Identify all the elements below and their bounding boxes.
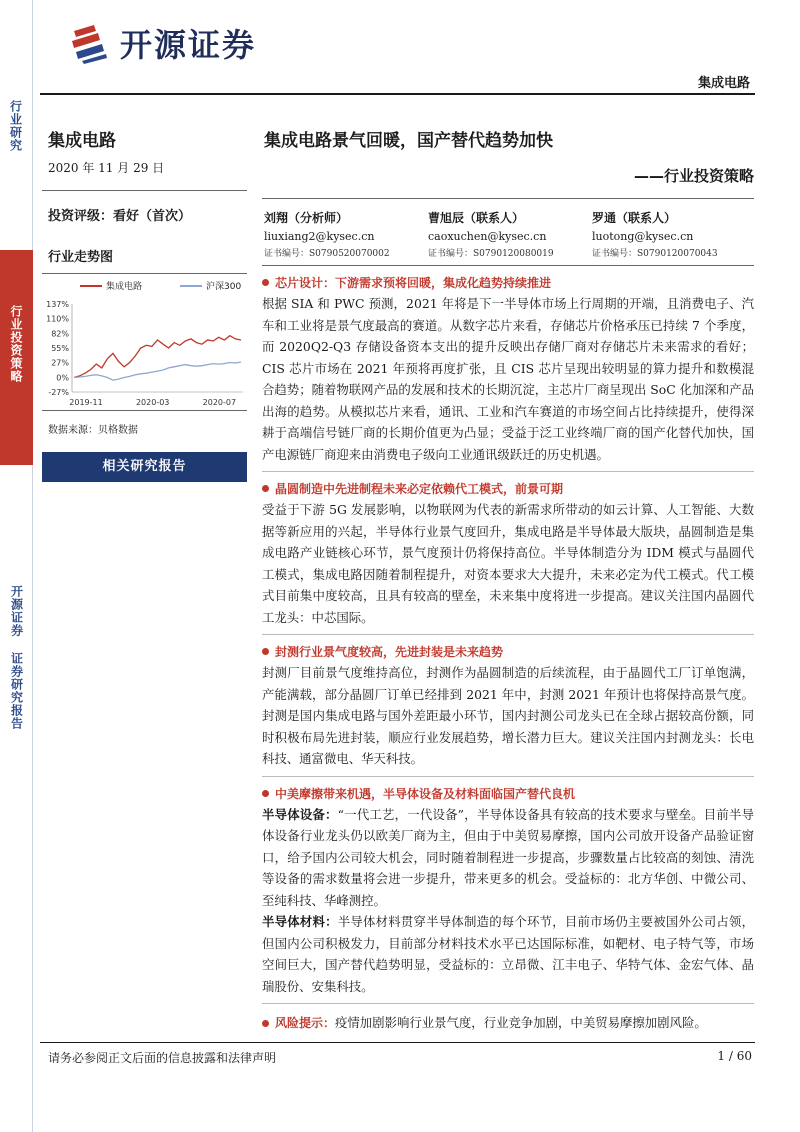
analyst-cert: 证书编号：S0790120080019 (428, 249, 554, 259)
materials-text: 半导体材料贯穿半导体制造的每个环节，目前市场仍主要被国外公司占领，但国内公司积极发力，目前部分材料技术水平已达国际标准，如靶材、电子特气等，市场空间巨大，国产替代趋势明显，受益标的：立昂微、江丰电子、华特气体、金宏气体、晶瑞股份、安集科技。 (262, 914, 755, 994)
bullet-icon (262, 485, 269, 492)
sidebar-bottom-label: 开源证券 证券研究报告 (9, 585, 24, 730)
section-heading-text: 晶圆制造中先进制程未来必定依赖代工模式，前景可期 (275, 482, 564, 496)
sidebar-bottom (0, 465, 33, 1132)
y-tick-label: 82% (51, 329, 69, 339)
analyst-email[interactable]: luotong@kysec.cn (592, 230, 694, 243)
analyst-divider (262, 265, 754, 266)
analyst-cert: 证书编号：S0790520070002 (264, 249, 390, 259)
section-body (262, 911, 754, 997)
section-heading-text: 芯片设计：下游需求预将回暖，集成化趋势持续推进 (275, 276, 552, 290)
section-heading (262, 480, 754, 497)
bullet-icon (262, 1020, 269, 1027)
section-divider (262, 1003, 754, 1004)
y-tick-label: 55% (51, 344, 69, 353)
report-title: 集成电路景气回暖，国产替代趋势加快 (264, 131, 553, 151)
sidebar-mid-label: 行业投资策略 (9, 305, 23, 383)
sidebar-top (0, 0, 33, 250)
analyst-name: 刘翔（分析师） (264, 211, 349, 225)
bullet-icon (262, 648, 269, 655)
section-body (262, 804, 754, 912)
risk-label: 风险提示： (275, 1016, 336, 1030)
analyst-name: 罗通（联系人） (592, 211, 677, 225)
report-subtitle: ——行业投资策略 (633, 167, 754, 185)
analyst-email[interactable]: liuxiang2@kysec.cn (264, 230, 375, 243)
legend-label: 集成电路 (106, 282, 143, 292)
analyst-card (592, 209, 752, 259)
brand-mark-icon (68, 21, 112, 65)
x-tick-label: 2019-11 (69, 398, 103, 407)
equipment-lead: 半导体设备： (262, 806, 338, 822)
analyst-card (264, 209, 424, 259)
series-line (74, 362, 241, 380)
bullet-icon (262, 790, 269, 797)
footer-disclaimer: 请务必参阅正文后面的信息披露和法律声明 (48, 1051, 277, 1065)
section-divider (262, 634, 754, 635)
sidebar-mid (0, 250, 33, 465)
right-column (262, 126, 754, 1035)
section-divider (262, 776, 754, 777)
trend-chart-svg (42, 274, 247, 412)
left-divider (42, 190, 247, 191)
risk-text: 疫情加剧影响行业景气度，行业竞争加剧，中美贸易摩擦加剧风险。 (335, 1015, 707, 1030)
section-body: 根据 SIA 和 PWC 预测，2021 年将是下一半导体市场上行周期的开端，且消费电子、汽车和工业将是景气度最高的赛道。从数字芯片来看，存储芯片价格承压已持续 7 个季度，而 2020Q2-Q3 存储设备资本支出的提升反映出存储厂商对存储芯片未来需求的看好；CIS 芯片市场在 2021 年预将再度扩张，且 CIS 芯片呈现出较明显的算力提升和数模混合趋势；随着物联网产品的发展和技术的长期沉淀，主芯片厂商呈现出 SoC 化加深和产品出海的趋势。从模拟芯片来看，通讯、工业和汽车赛道的市场空间占比持续提升，使得深耕于高端信号链厂商的长期价值更为凸显；受益于泛工业终端厂商的国产化替代加快，国产电源链厂商迎来由消费电子级向工业通讯级跃迁的历史机遇。 (262, 296, 754, 462)
sidebar-top-label: 行业研究 (8, 100, 23, 152)
analyst-list (262, 209, 754, 259)
section-divider (262, 471, 754, 472)
section-heading-text: 中美摩擦带来机遇，半导体设备及材料面临国产替代良机 (275, 786, 576, 801)
section-body: 封测厂目前景气度维持高位，封测作为晶圆制造的后续流程，由于晶圆代工厂订单饱满，产能满载，部分晶圆厂订单已经排到 2021 年中，封测 2021 年预计也将保持高景气度。封测是国内集成电路与国外差距最小环节，国内封测公司龙头已在全球占据较高份额，同时积极布局先进封装，顺应行业发展趋势，增长潜力巨大。建议关注国内封测龙头：长电科技、通富微电、华天科技。 (262, 665, 754, 766)
page-number: 1 / 60 (717, 1049, 752, 1063)
y-tick-label: 27% (51, 358, 69, 368)
legend-label: 沪深300 (206, 282, 242, 292)
section-heading (262, 643, 754, 660)
section-heading (262, 785, 754, 802)
footer-divider (40, 1042, 755, 1043)
analyst-card (428, 209, 588, 259)
trend-chart-title: 行业走势图 (48, 250, 114, 265)
section-heading-text: 封测行业景气度较高，先进封装是未来趋势 (275, 645, 504, 659)
section-wafer-fab (262, 480, 754, 628)
x-tick-label: 2020-07 (202, 398, 237, 407)
section-equipment-materials (262, 785, 754, 998)
analyst-cert: 证书编号：S0790120070043 (592, 249, 718, 259)
y-tick-label: 137% (46, 300, 69, 309)
section-chip-design (262, 274, 754, 465)
section-heading (262, 274, 754, 291)
title-divider (262, 198, 754, 199)
industry-label: 集成电路 (48, 131, 116, 151)
y-tick-label: -27% (48, 388, 69, 397)
related-reports-button[interactable]: 相关研究报告 (42, 452, 247, 482)
analyst-email[interactable]: caoxuchen@kysec.cn (428, 230, 547, 243)
section-body: 受益于下游 5G 发展影响，以物联网为代表的新需求所带动的如云计算、人工智能、大数据等新应用的兴起，半导体行业景气度回升，集成电路是半导体最大版块，晶圆制造是集成电路产业链核心环节，景气度预计仍将保持高位。半导体制造分为 IDM 模式与晶圆代工模式，集成电路因随着制程提升，对资本要求大大提升，未来必定为代工模式。代工模式目前集中度较高，且具有较高的壁垒，未来集中度将进一步提高。建议关注国内晶圆代工龙头：中芯国际。 (262, 502, 754, 625)
y-tick-label: 0% (56, 373, 69, 383)
section-packaging (262, 643, 754, 770)
equipment-text: “一代工艺，一代设备”，半导体设备具有较高的技术要求与壁垒。目前半导体设备行业龙头仍以欧美厂商为主，但由于中美贸易摩擦，国内公司放开设备产品验证窗口，给予国内公司较大机会，同时随着制程进一步提高，步骤数量占比较高的刻蚀、清洗等设备的需求数量将会进一步提升，带来更多的机会。受益标的：北方华创、中微公司、至纯科技、华峰测控。 (262, 806, 755, 908)
header-divider (40, 93, 755, 95)
investment-rating: 投资评级：看好（首次） (48, 209, 192, 224)
chart-source: 数据来源：贝格数据 (48, 425, 138, 436)
section-risk (262, 1012, 754, 1035)
y-tick-label: 110% (46, 314, 69, 324)
bullet-icon (262, 279, 269, 286)
analyst-name: 曹旭辰（联系人） (428, 211, 525, 225)
brand-name: 开源证券 (120, 26, 257, 64)
trend-chart (42, 273, 247, 411)
header-industry-tag: 集成电路 (697, 76, 750, 91)
left-sidebar (0, 0, 33, 1132)
materials-lead: 半导体材料： (262, 914, 338, 929)
report-date: 2020 年 11 月 29 日 (48, 161, 165, 175)
brand-logo (68, 20, 256, 66)
risk-line (262, 1012, 754, 1035)
left-column (42, 126, 247, 482)
x-tick-label: 2020-03 (135, 398, 170, 407)
